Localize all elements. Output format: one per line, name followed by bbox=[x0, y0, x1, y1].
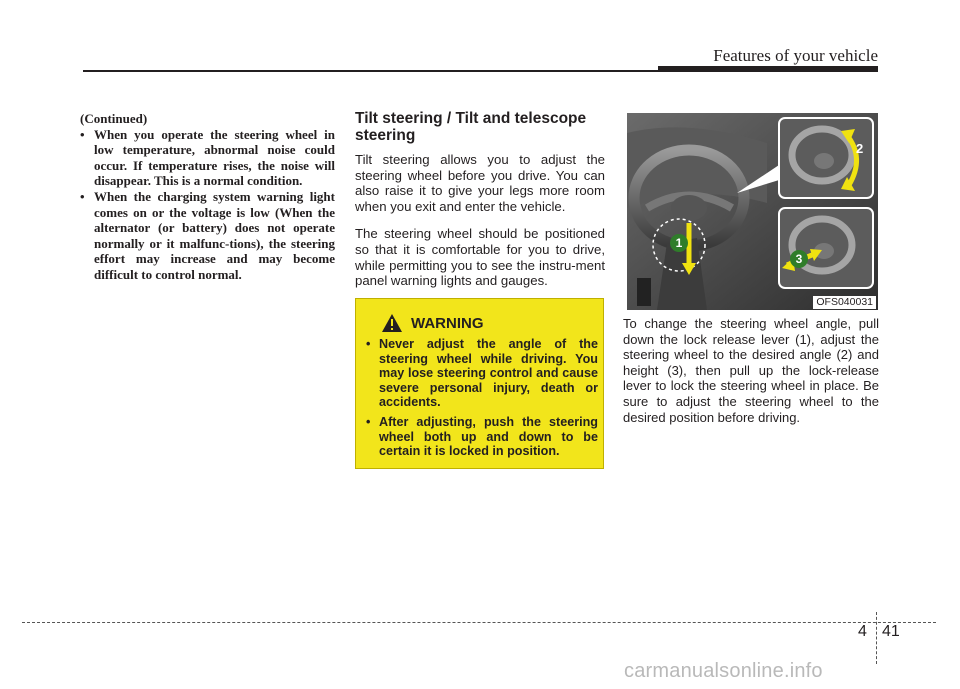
steering-illustration bbox=[627, 113, 878, 310]
body-paragraph: Tilt steering allows you to adjust the steering wheel before you drive. You can also raise it to give your legs more room when you exit and enter the vehicle. bbox=[355, 152, 605, 214]
section-title: Tilt steering / Tilt and telescope steering bbox=[355, 110, 587, 144]
left-column bbox=[80, 111, 335, 283]
warning-triangle-icon bbox=[381, 313, 403, 333]
callout-1: 1 bbox=[670, 234, 688, 252]
list-item-text: When you operate the steering wheel in low temperature, abnormal noise could occur. If temperature rises, the noise will disappear. This is a normal condition. bbox=[94, 126, 335, 189]
callout-2: 2 bbox=[856, 141, 864, 156]
list-item bbox=[80, 127, 335, 189]
list-item bbox=[366, 415, 598, 459]
right-column bbox=[623, 316, 879, 437]
list-item-text: When the charging system warning light comes on or the voltage is low (When the alternator (or battery) does not operate normally or it malfunc-tions), the steering effort may increase and may become difficult to control normal. bbox=[94, 188, 335, 282]
bullet-dot: • bbox=[366, 414, 371, 429]
warning-header bbox=[381, 313, 484, 333]
list-item bbox=[366, 337, 598, 410]
list-item bbox=[80, 189, 335, 283]
section-header-title: Features of your vehicle bbox=[713, 46, 878, 65]
bullet-dot: • bbox=[366, 337, 371, 351]
warning-box bbox=[355, 298, 604, 469]
body-paragraph: The steering wheel should be positioned so that it is comfortable for you to drive, while permitting you to see the instru-ment panel warning lights and gauges. bbox=[355, 226, 605, 289]
bullet-dot: • bbox=[80, 126, 85, 142]
middle-column bbox=[355, 110, 605, 301]
chapter-number: 4 bbox=[858, 623, 867, 640]
steering-wheel-photo bbox=[627, 113, 878, 310]
continued-label: (Continued) bbox=[80, 111, 148, 126]
bullet-dot: • bbox=[80, 188, 85, 204]
warning-list bbox=[366, 337, 598, 464]
header-rule-accent bbox=[658, 66, 878, 72]
figure-caption: OFS040031 bbox=[813, 296, 876, 309]
warning-label: WARNING bbox=[411, 314, 484, 332]
page-number: 41 bbox=[882, 623, 900, 640]
body-paragraph: To change the steering wheel angle, pull down the lock release lever (1), adjust the steering wheel to the desired angle (2) and height (3), then pull up the lock-release lever to lock the steering wheel in place. Be sure to adjust the steering wheel to the desired position before driving. bbox=[623, 316, 879, 425]
footer-rule bbox=[22, 622, 936, 623]
list-item-text: Never adjust the angle of the steering wheel while driving. You may lose steering control and cause severe personal injury, death or accidents. bbox=[379, 337, 598, 410]
footer-divider bbox=[876, 612, 877, 664]
callout-3: 3 bbox=[790, 250, 808, 268]
watermark: carmanualsonline.info bbox=[624, 660, 823, 682]
list-item-text: After adjusting, push the steering wheel both up and down to be certain it is locked in position. bbox=[379, 414, 598, 459]
